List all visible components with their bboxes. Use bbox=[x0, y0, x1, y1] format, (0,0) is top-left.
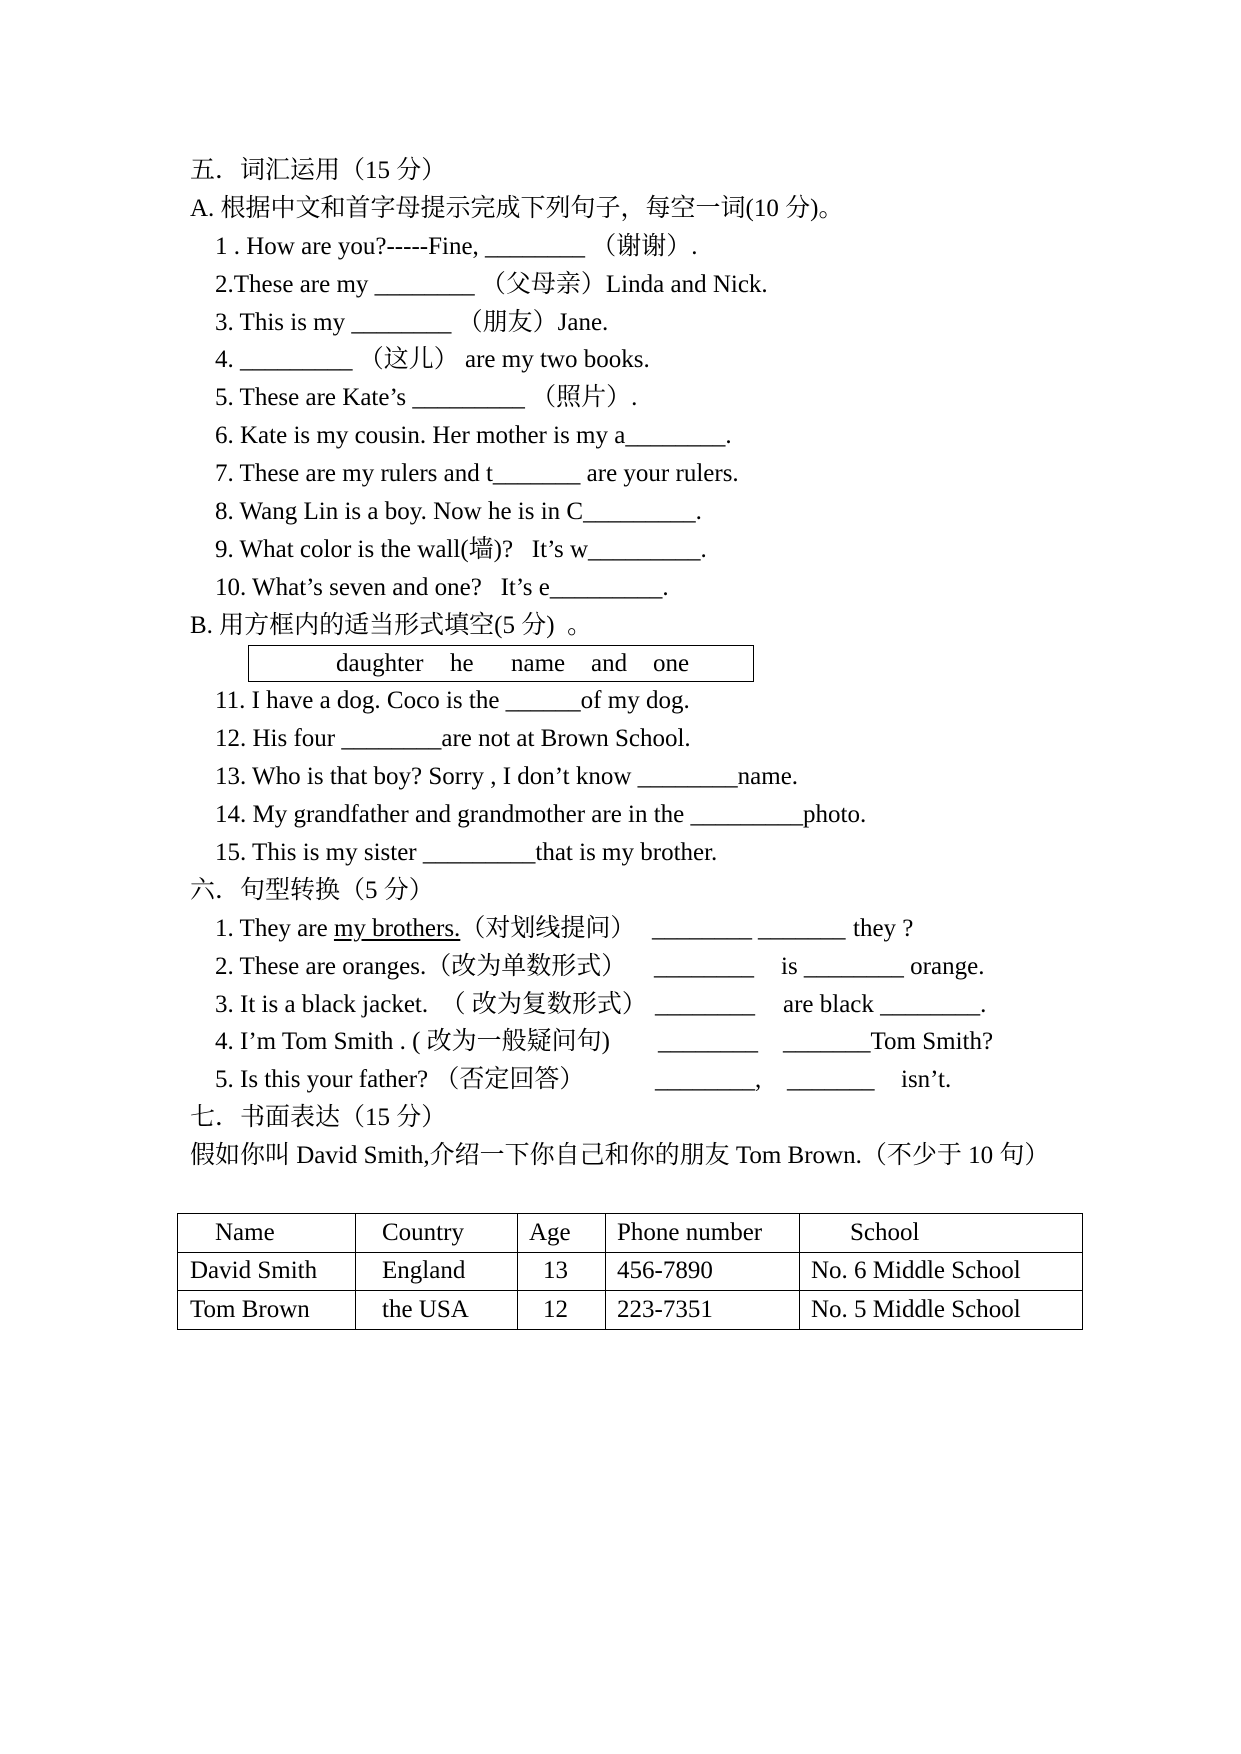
transform-item-3 bbox=[0, 986, 1241, 1024]
table-cell: Tom Brown bbox=[178, 1291, 356, 1330]
table-cell: No. 6 Middle School bbox=[800, 1252, 1083, 1291]
answer-text: they ? bbox=[853, 914, 914, 942]
prompt-text: 5. Is this your father? （否定回答） bbox=[215, 1066, 585, 1094]
table-header-country: Country bbox=[356, 1214, 518, 1253]
section-7-heading: 七．书面表达（15 分） bbox=[190, 1104, 447, 1132]
answer-blank: _______ bbox=[758, 914, 846, 942]
vocab-item-1: 1 . How are you?-----Fine, ________ （谢谢）. bbox=[215, 232, 698, 260]
answer-blank: ________, bbox=[655, 1066, 762, 1094]
transform-item-4 bbox=[0, 1023, 1241, 1061]
answer-blank: ________ bbox=[654, 952, 754, 980]
part-b-instruction: B. 用方框内的适当形式填空(5 分) 。 bbox=[190, 611, 593, 639]
table-cell: 456-7890 bbox=[606, 1252, 800, 1291]
word-box-word: daughter bbox=[336, 649, 424, 677]
info-table bbox=[177, 1213, 1083, 1330]
table-cell: 13 bbox=[518, 1252, 606, 1291]
vocab-item-9: 9. What color is the wall(墙)? It’s w_________. bbox=[215, 535, 707, 563]
prompt-text: 1. They are bbox=[215, 914, 334, 942]
table-header-row bbox=[178, 1214, 1083, 1253]
transform-item-2 bbox=[0, 948, 1241, 986]
prompt-instruction: （对划线提问） bbox=[460, 914, 636, 942]
word-box-line bbox=[0, 645, 1241, 683]
vocab-item-6: 6. Kate is my cousin. Her mother is my a________. bbox=[215, 422, 732, 450]
table-header-phone: Phone number bbox=[606, 1214, 800, 1253]
transform-item-1 bbox=[0, 910, 1241, 948]
fill-item-12: 12. His four ________are not at Brown School. bbox=[215, 725, 691, 753]
vocab-item-5: 5. These are Kate’s _________ （照片）. bbox=[215, 384, 638, 412]
answer-blank: ________ bbox=[655, 990, 755, 1018]
table-cell: No. 5 Middle School bbox=[800, 1291, 1083, 1330]
word-box bbox=[248, 645, 754, 683]
answer-text: is ________ orange. bbox=[781, 952, 985, 980]
table-cell: David Smith bbox=[178, 1252, 356, 1291]
section-5-heading: 五．词汇运用（15 分） bbox=[190, 157, 447, 184]
vocab-item-4: 4. _________ （这儿） are my two books. bbox=[215, 346, 650, 374]
table-cell: 12 bbox=[518, 1291, 606, 1330]
answer-text: _______Tom Smith? bbox=[783, 1028, 994, 1056]
writing-instruction: 假如你叫 David Smith,介绍一下你自己和你的朋友 Tom Brown.（不少于 10 句） bbox=[190, 1142, 1050, 1170]
table-header-age: Age bbox=[518, 1214, 606, 1253]
vocab-item-7: 7. These are my rulers and t_______ are your rulers. bbox=[215, 460, 739, 488]
table-row bbox=[178, 1252, 1083, 1291]
answer-blank: _______ bbox=[787, 1066, 875, 1094]
fill-item-14: 14. My grandfather and grandmother are in the _________photo. bbox=[215, 801, 867, 829]
word-box-word: he bbox=[450, 649, 474, 677]
table-header-school: School bbox=[800, 1214, 1083, 1253]
vocab-item-3: 3. This is my ________ （朋友）Jane. bbox=[215, 308, 609, 336]
answer-text: are black ________. bbox=[783, 990, 987, 1018]
answer-text: isn’t. bbox=[901, 1066, 952, 1094]
vocab-item-8: 8. Wang Lin is a boy. Now he is in C_________. bbox=[215, 498, 702, 526]
transform-item-5 bbox=[0, 1061, 1241, 1099]
word-box-word: name bbox=[511, 649, 566, 677]
answer-blank: ________ bbox=[652, 914, 752, 942]
fill-item-11: 11. I have a dog. Coco is the ______of my dog. bbox=[215, 687, 690, 715]
word-box-word: and bbox=[591, 649, 628, 677]
vocab-item-2: 2.These are my ________ （父母亲）Linda and Nick. bbox=[215, 270, 768, 298]
answer-blank: ________ bbox=[658, 1028, 758, 1056]
part-a-instruction: A. 根据中文和首字母提示完成下列句子，每空一词(10 分)。 bbox=[190, 194, 844, 222]
table-header-name: Name bbox=[178, 1214, 356, 1253]
vocab-item-10: 10. What’s seven and one? It’s e_________. bbox=[215, 573, 669, 601]
section-6-heading: 六．句型转换（5 分） bbox=[190, 876, 434, 904]
table-cell: 223-7351 bbox=[606, 1291, 800, 1330]
table-cell: the USA bbox=[356, 1291, 518, 1330]
word-box-word: one bbox=[653, 649, 690, 677]
fill-item-13: 13. Who is that boy? Sorry , I don’t know ________name. bbox=[215, 763, 799, 791]
fill-item-15: 15. This is my sister _________that is my brother. bbox=[215, 839, 718, 867]
table-row bbox=[178, 1291, 1083, 1330]
prompt-text: 3. It is a black jacket. （ 改为复数形式） bbox=[215, 990, 647, 1018]
prompt-text: 4. I’m Tom Smith . ( 改为一般疑问句) bbox=[215, 1028, 611, 1056]
table-cell: England bbox=[356, 1252, 518, 1291]
prompt-text: 2. These are oranges.（改为单数形式） bbox=[215, 952, 627, 980]
underlined-phrase: my brothers. bbox=[333, 914, 461, 942]
exam-content bbox=[0, 152, 1241, 1175]
